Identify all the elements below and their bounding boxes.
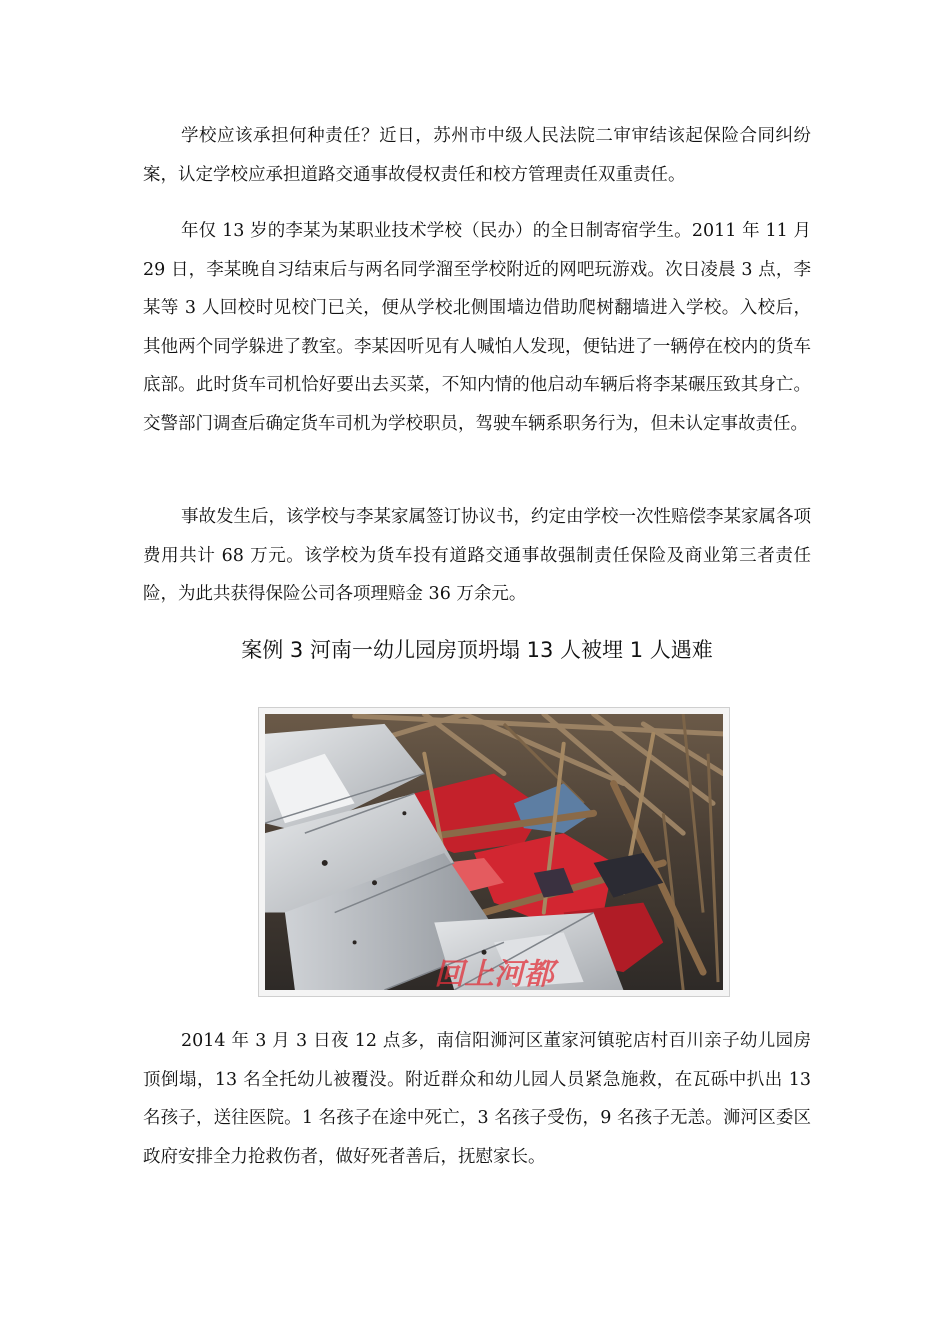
photo-watermark: 回上河都 (434, 957, 554, 990)
paragraph-compensation: 事故发生后，该学校与李某家属签订协议书，约定由学校一次性赔偿李某家属各项费用共计 68 万元。该学校为货车投有道路交通事故强制责任保险及商业第三者责任险，为此共获得保险公司各项理赔金 36 万余元。 (143, 507, 811, 604)
paragraph-kindergarten-collapse: 2014 年 3 月 3 日夜 12 点多，南信阳浉河区董家河镇驼店村百川亲子幼儿园房顶倒塌，13 名全托幼儿被覆没。附近群众和幼儿园人员紧急施救，在瓦砾中扒出 13 名孩子，送往医院。1 名孩子在途中死亡，3 名孩子受伤，9 名孩子无恙。浉河区委区政府安排全力抢救伤者，做好死者善后，抚慰家长。 (143, 1031, 811, 1167)
collapsed-roof-photo (265, 714, 723, 990)
collapse-photo-frame (258, 707, 730, 997)
case-heading: 案例 3 河南一幼儿园房顶坍塌 13 人被埋 1 人遇难 (241, 638, 713, 662)
paragraph-school-liability: 学校应该承担何种责任？近日，苏州市中级人民法院二审审结该起保险合同纠纷案，认定学校应承担道路交通事故侵权责任和校方管理责任双重责任。 (143, 126, 811, 185)
paragraph-accident-details: 年仅 13 岁的李某为某职业技术学校（民办）的全日制寄宿学生。2011 年 11 月 29 日，李某晚自习结束后与两名同学溜至学校附近的网吧玩游戏。次日凌晨 3 点，李某等 3 人回校时见校门已关，便从学校北侧围墙边借助爬树翻墙进入学校。入校后，其他两个同学躲进了教室。李某因听见有人喊怕人发现，便钻进了一辆停在校内的货车底部。此时货车司机恰好要出去买菜，不知内情的他启动车辆后将李某碾压致其身亡。交警部门调查后确定货车司机为学校职员，驾驶车辆系职务行为，但未认定事故责任。 (143, 221, 811, 434)
